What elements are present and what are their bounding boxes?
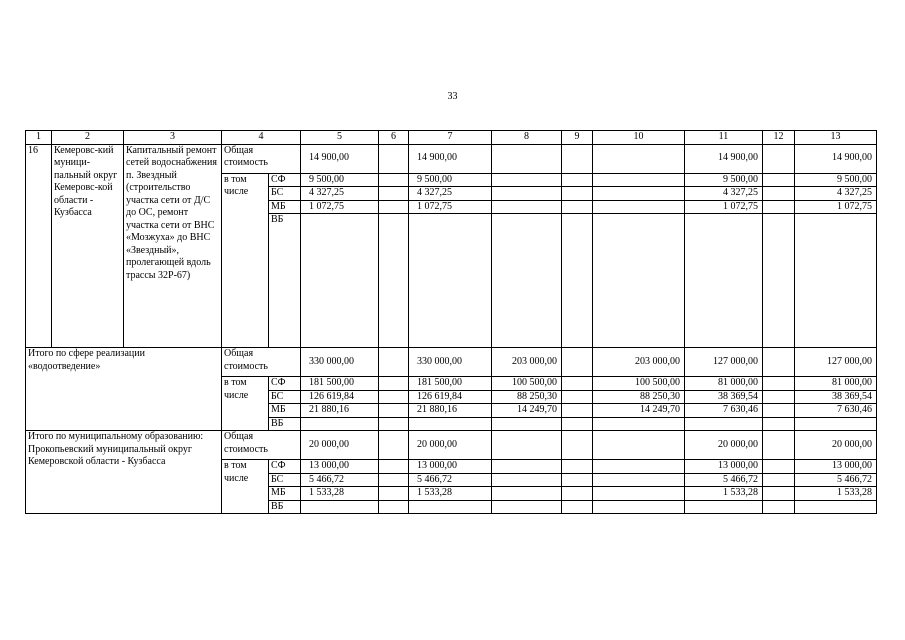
value-cell: 4 327,25 xyxy=(409,187,492,201)
municipality-cell: Кемеровс-кий муници-пальный округ Кемеровс-кой области - Кузбасса xyxy=(52,144,124,348)
empty-cell xyxy=(301,417,379,431)
empty-cell xyxy=(593,417,685,431)
empty-cell xyxy=(763,487,795,501)
empty-cell xyxy=(763,500,795,514)
fund-label: СФ xyxy=(269,173,301,187)
empty-cell xyxy=(562,417,593,431)
empty-cell xyxy=(379,390,409,404)
value-cell xyxy=(593,460,685,474)
value-cell: 13 000,00 xyxy=(301,460,379,474)
value-cell: 9 500,00 xyxy=(409,173,492,187)
fund-label: БС xyxy=(269,390,301,404)
empty-cell xyxy=(379,348,409,377)
empty-cell xyxy=(379,214,409,348)
fund-label: СФ xyxy=(269,377,301,391)
table-row xyxy=(26,144,877,173)
value-cell: 38 369,54 xyxy=(685,390,763,404)
header-cell: 2 xyxy=(52,131,124,145)
fund-label: СФ xyxy=(269,460,301,474)
value-cell: 9 500,00 xyxy=(685,173,763,187)
row-number: 16 xyxy=(26,144,52,348)
header-cell: 5 xyxy=(301,131,379,145)
value-cell xyxy=(593,473,685,487)
value-cell: 330 000,00 xyxy=(301,348,379,377)
value-cell: 20 000,00 xyxy=(795,431,877,460)
empty-cell xyxy=(763,173,795,187)
empty-cell xyxy=(409,417,492,431)
value-cell: 14 900,00 xyxy=(409,144,492,173)
value-cell: 14 900,00 xyxy=(301,144,379,173)
value-cell xyxy=(492,187,562,201)
total-label: Общая стоимость xyxy=(222,431,301,460)
table-row xyxy=(26,431,877,460)
empty-cell xyxy=(379,200,409,214)
empty-cell xyxy=(562,173,593,187)
value-cell: 1 533,28 xyxy=(795,487,877,501)
empty-cell xyxy=(562,187,593,201)
empty-cell xyxy=(492,214,562,348)
value-cell: 13 000,00 xyxy=(795,460,877,474)
value-cell: 126 619,84 xyxy=(301,390,379,404)
value-cell: 88 250,30 xyxy=(593,390,685,404)
value-cell xyxy=(492,473,562,487)
summary-title: Итого по сфере реализации «водоотведение» xyxy=(26,348,222,431)
empty-cell xyxy=(763,144,795,173)
empty-cell xyxy=(562,390,593,404)
value-cell xyxy=(593,144,685,173)
empty-cell xyxy=(379,377,409,391)
value-cell: 14 900,00 xyxy=(795,144,877,173)
value-cell: 4 327,25 xyxy=(795,187,877,201)
header-cell: 1 xyxy=(26,131,52,145)
empty-cell xyxy=(562,431,593,460)
value-cell: 1 072,75 xyxy=(301,200,379,214)
empty-cell xyxy=(379,417,409,431)
header-cell: 3 xyxy=(124,131,222,145)
empty-cell xyxy=(301,500,379,514)
empty-cell xyxy=(409,500,492,514)
empty-cell xyxy=(593,500,685,514)
value-cell: 38 369,54 xyxy=(795,390,877,404)
value-cell: 4 327,25 xyxy=(301,187,379,201)
empty-cell xyxy=(763,377,795,391)
budget-table xyxy=(25,130,877,514)
empty-cell xyxy=(763,348,795,377)
empty-cell xyxy=(562,500,593,514)
empty-cell xyxy=(301,214,379,348)
fund-label: ВБ xyxy=(269,500,301,514)
header-cell: 11 xyxy=(685,131,763,145)
value-cell: 14 900,00 xyxy=(685,144,763,173)
header-cell: 9 xyxy=(562,131,593,145)
empty-cell xyxy=(685,500,763,514)
value-cell: 330 000,00 xyxy=(409,348,492,377)
empty-cell xyxy=(763,460,795,474)
value-cell: 127 000,00 xyxy=(685,348,763,377)
value-cell: 81 000,00 xyxy=(685,377,763,391)
value-cell: 5 466,72 xyxy=(409,473,492,487)
value-cell: 1 533,28 xyxy=(301,487,379,501)
value-cell: 1 072,75 xyxy=(685,200,763,214)
empty-cell xyxy=(409,214,492,348)
value-cell xyxy=(593,187,685,201)
value-cell: 181 500,00 xyxy=(301,377,379,391)
header-cell: 7 xyxy=(409,131,492,145)
value-cell: 14 249,70 xyxy=(593,404,685,418)
inclusive-label: в том числе xyxy=(222,173,269,348)
total-label: Общая стоимость xyxy=(222,144,301,173)
value-cell: 126 619,84 xyxy=(409,390,492,404)
empty-cell xyxy=(562,348,593,377)
value-cell xyxy=(492,487,562,501)
value-cell: 7 630,46 xyxy=(685,404,763,418)
total-label: Общая стоимость xyxy=(222,348,301,377)
empty-cell xyxy=(379,460,409,474)
value-cell xyxy=(593,431,685,460)
value-cell xyxy=(492,200,562,214)
object-cell: Капитальный ремонт сетей водоснабжения п. Звездный (строительство участка сети от Д/С до ОС, ремонт участка сети от ВНС «Мозжуха» до ВНС «Звездный», пролегающей вдоль трассы 32Р-67) xyxy=(124,144,222,348)
value-cell: 203 000,00 xyxy=(492,348,562,377)
header-row xyxy=(26,131,877,145)
value-cell: 100 500,00 xyxy=(593,377,685,391)
value-cell: 1 533,28 xyxy=(685,487,763,501)
value-cell: 9 500,00 xyxy=(795,173,877,187)
fund-label: МБ xyxy=(269,404,301,418)
header-cell: 13 xyxy=(795,131,877,145)
empty-cell xyxy=(379,144,409,173)
empty-cell xyxy=(379,404,409,418)
fund-label: БС xyxy=(269,473,301,487)
value-cell: 88 250,30 xyxy=(492,390,562,404)
value-cell xyxy=(492,144,562,173)
value-cell: 1 533,28 xyxy=(409,487,492,501)
value-cell: 81 000,00 xyxy=(795,377,877,391)
empty-cell xyxy=(379,500,409,514)
value-cell xyxy=(492,173,562,187)
empty-cell xyxy=(763,187,795,201)
value-cell: 4 327,25 xyxy=(685,187,763,201)
empty-cell xyxy=(379,173,409,187)
empty-cell xyxy=(763,200,795,214)
empty-cell xyxy=(763,404,795,418)
empty-cell xyxy=(492,417,562,431)
value-cell xyxy=(593,200,685,214)
empty-cell xyxy=(795,417,877,431)
empty-cell xyxy=(562,473,593,487)
value-cell: 100 500,00 xyxy=(492,377,562,391)
header-cell: 4 xyxy=(222,131,301,145)
fund-label: ВБ xyxy=(269,214,301,348)
empty-cell xyxy=(562,404,593,418)
empty-cell xyxy=(795,500,877,514)
empty-cell xyxy=(763,473,795,487)
fund-label: БС xyxy=(269,187,301,201)
empty-cell xyxy=(379,431,409,460)
empty-cell xyxy=(795,214,877,348)
header-cell: 6 xyxy=(379,131,409,145)
value-cell: 181 500,00 xyxy=(409,377,492,391)
summary-title: Итого по муниципальному образованию: Прокопьевский муниципальный округ Кемеровской области - Кузбасса xyxy=(26,431,222,514)
empty-cell xyxy=(763,417,795,431)
empty-cell xyxy=(379,187,409,201)
value-cell: 127 000,00 xyxy=(795,348,877,377)
empty-cell xyxy=(763,431,795,460)
value-cell: 7 630,46 xyxy=(795,404,877,418)
empty-cell xyxy=(562,377,593,391)
value-cell xyxy=(593,487,685,501)
empty-cell xyxy=(763,390,795,404)
empty-cell xyxy=(763,214,795,348)
empty-cell xyxy=(685,417,763,431)
value-cell: 203 000,00 xyxy=(593,348,685,377)
inclusive-label: в том числе xyxy=(222,377,269,431)
fund-label: МБ xyxy=(269,200,301,214)
value-cell: 20 000,00 xyxy=(685,431,763,460)
header-cell: 12 xyxy=(763,131,795,145)
empty-cell xyxy=(379,487,409,501)
page-number: 33 xyxy=(447,91,458,102)
empty-cell xyxy=(562,487,593,501)
empty-cell xyxy=(562,144,593,173)
value-cell: 5 466,72 xyxy=(685,473,763,487)
fund-label: МБ xyxy=(269,487,301,501)
value-cell: 21 880,16 xyxy=(409,404,492,418)
value-cell: 5 466,72 xyxy=(795,473,877,487)
empty-cell xyxy=(562,214,593,348)
value-cell: 5 466,72 xyxy=(301,473,379,487)
empty-cell xyxy=(562,200,593,214)
value-cell xyxy=(492,460,562,474)
value-cell: 1 072,75 xyxy=(409,200,492,214)
value-cell: 13 000,00 xyxy=(685,460,763,474)
empty-cell xyxy=(562,460,593,474)
empty-cell xyxy=(492,500,562,514)
empty-cell xyxy=(685,214,763,348)
value-cell: 1 072,75 xyxy=(795,200,877,214)
value-cell: 21 880,16 xyxy=(301,404,379,418)
value-cell: 14 249,70 xyxy=(492,404,562,418)
fund-label: ВБ xyxy=(269,417,301,431)
header-cell: 8 xyxy=(492,131,562,145)
empty-cell xyxy=(379,473,409,487)
empty-cell xyxy=(593,214,685,348)
value-cell xyxy=(593,173,685,187)
value-cell: 13 000,00 xyxy=(409,460,492,474)
inclusive-label: в том числе xyxy=(222,460,269,514)
value-cell xyxy=(492,431,562,460)
table-row xyxy=(26,348,877,377)
value-cell: 9 500,00 xyxy=(301,173,379,187)
value-cell: 20 000,00 xyxy=(301,431,379,460)
value-cell: 20 000,00 xyxy=(409,431,492,460)
header-cell: 10 xyxy=(593,131,685,145)
